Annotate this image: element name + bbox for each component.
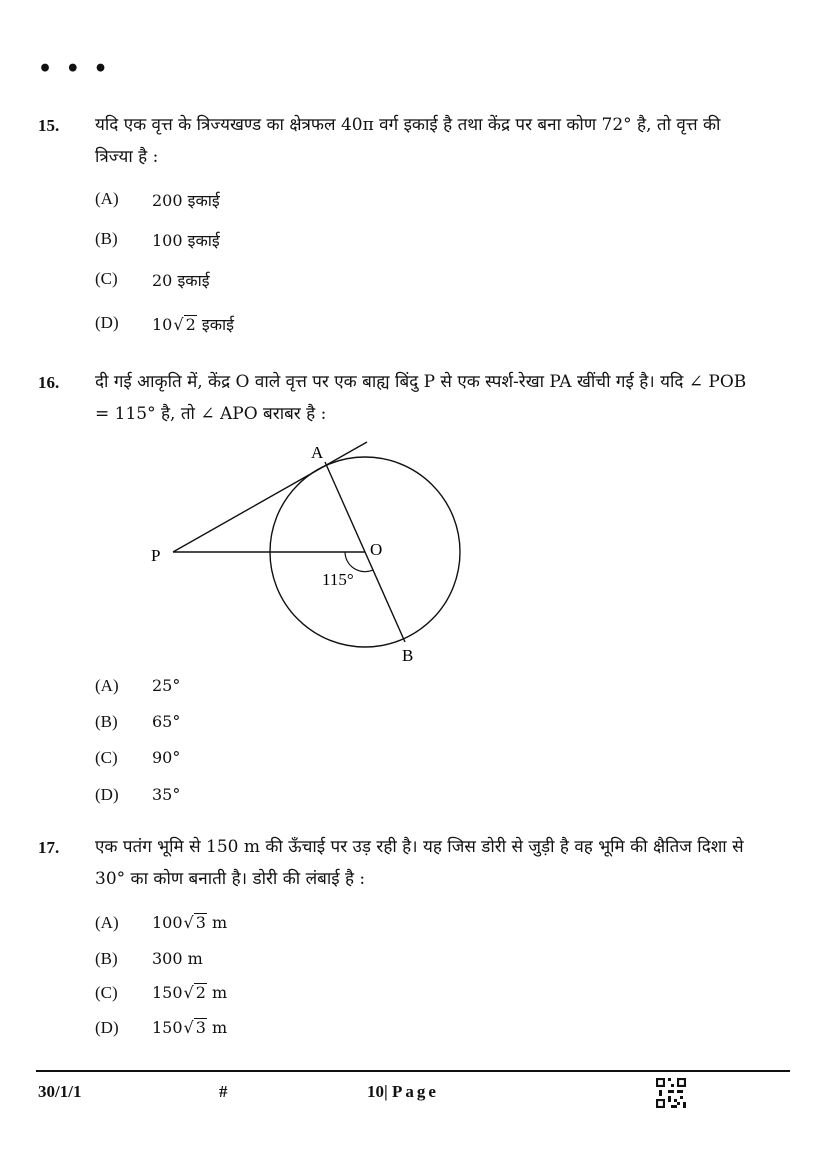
- coefficient: 100: [152, 913, 183, 932]
- label-b: B: [402, 646, 414, 665]
- option-value: 65°: [152, 712, 181, 731]
- option-value: 25°: [152, 676, 181, 695]
- question-17-number: 17.: [38, 838, 60, 857]
- radicand: 2: [185, 315, 196, 334]
- option-value: 100 इकाई: [152, 231, 220, 250]
- hash-mark: #: [219, 1082, 228, 1101]
- sqrt-icon: √: [183, 913, 194, 932]
- option-label: (C): [95, 269, 118, 288]
- coefficient: 150: [152, 1018, 183, 1037]
- option-label: (B): [95, 712, 118, 731]
- page-indicator: [367, 1082, 439, 1102]
- angle-label: 115°: [322, 570, 354, 589]
- question-16-option-a: [95, 676, 180, 696]
- unit: m: [206, 913, 228, 932]
- sqrt-icon: √: [183, 983, 194, 1002]
- question-17-option-d: [95, 1018, 227, 1038]
- label-p: P: [151, 546, 161, 565]
- option-label: (A): [95, 189, 119, 208]
- option-label: (A): [95, 676, 119, 695]
- option-value: [152, 983, 227, 1003]
- option-value: 35°: [152, 785, 181, 804]
- tangent-line-pa: [173, 442, 367, 552]
- option-label: (D): [95, 785, 119, 804]
- option-label: (C): [95, 748, 118, 767]
- option-value: [152, 913, 227, 933]
- option-value: 90°: [152, 748, 181, 767]
- coefficient: 150: [152, 983, 183, 1002]
- question-15-text: यदि एक वृत्त के त्रिज्यखण्ड का क्षेत्रफल 40π वर्ग इकाई है तथा केंद्र पर बना कोण 72° है, तो वृत्त की त्रिज्या है :: [95, 115, 721, 167]
- sqrt-icon: √: [173, 315, 184, 334]
- question-16-option-c: [95, 748, 180, 768]
- qr-code-icon: [656, 1078, 686, 1108]
- option-label: (B): [95, 949, 118, 968]
- question-16-option-d: [95, 785, 180, 805]
- question-16-text: दी गई आकृति में, केंद्र O वाले वृत्त पर एक बाह्य बिंदु P से एक स्पर्श-रेखा PA खींची गई है। यदि ∠ POB = 115° है, तो ∠ APO बराबर है :: [95, 372, 747, 424]
- page-separator: |: [384, 1082, 388, 1101]
- option-label: (C): [95, 983, 118, 1002]
- question-17-option-a: [95, 913, 227, 933]
- question-17-option-b: [95, 949, 203, 969]
- paper-code: 30/1/1: [38, 1082, 82, 1101]
- question-15-number: 15.: [38, 116, 60, 135]
- option-label: (D): [95, 1018, 119, 1037]
- unit: m: [206, 983, 228, 1002]
- option-value: 200 इकाई: [152, 191, 220, 210]
- option-value: 300 m: [152, 949, 203, 968]
- page-label: Page: [392, 1082, 439, 1101]
- question-16-option-b: [95, 712, 180, 732]
- coefficient: 10: [152, 315, 173, 334]
- option-label: (A): [95, 913, 119, 932]
- radicand: 2: [195, 983, 206, 1002]
- radicand: 3: [195, 913, 206, 932]
- label-o: O: [370, 540, 383, 559]
- footer-divider: [36, 1070, 790, 1072]
- label-a: A: [311, 443, 324, 462]
- page-number: 10: [367, 1082, 384, 1101]
- option-value: 20 इकाई: [152, 271, 210, 290]
- continuation-dots: • • •: [38, 56, 111, 82]
- question-17-option-c: [95, 983, 227, 1003]
- question-16-number: 16.: [38, 373, 60, 392]
- unit: m: [206, 1018, 228, 1037]
- option-value: [152, 1018, 227, 1038]
- option-label: (D): [95, 313, 119, 332]
- unit: इकाई: [196, 315, 234, 334]
- option-label: (B): [95, 229, 118, 248]
- radicand: 3: [195, 1018, 206, 1037]
- sqrt-icon: √: [183, 1018, 194, 1037]
- question-17-text: एक पतंग भूमि से 150 m की ऊँचाई पर उड़ रही है। यह जिस डोरी से जुड़ी है वह भूमि की क्षैतिज दिशा से 30° का कोण बनाती है। डोरी की लंबाई है :: [95, 837, 744, 889]
